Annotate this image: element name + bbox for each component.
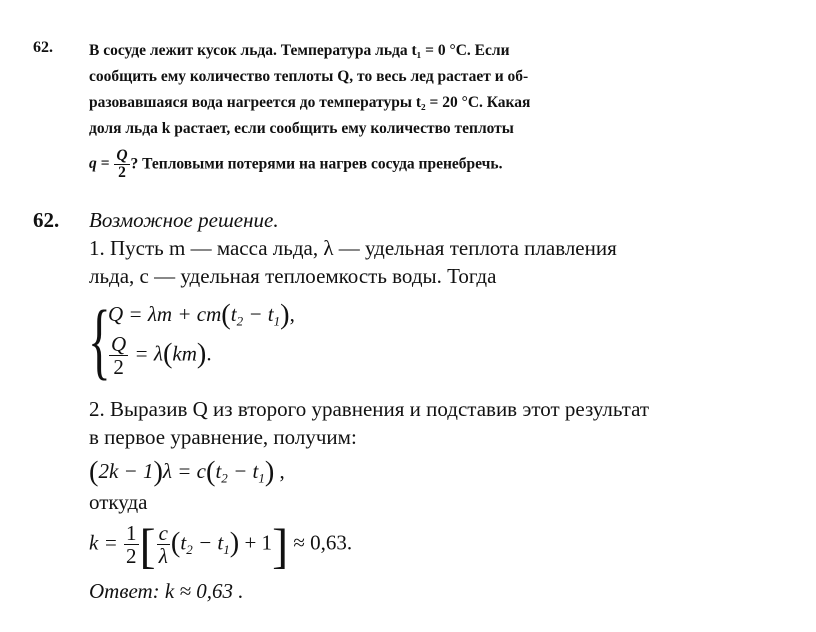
solution-number: 62.	[33, 208, 60, 232]
solution-block	[89, 206, 719, 290]
step2-block	[89, 395, 719, 486]
step1-line-2: льда, c — удельная теплоемкость воды. Тогда	[89, 264, 497, 288]
equation-2: $\frac{Q}{2}$ = λ(km).	[111, 332, 212, 380]
solution-heading: Возможное решение.	[89, 208, 279, 232]
problem-line-1: В сосуде лежит кусок льда. Температура льда t₁ = 0 °С. Если	[89, 42, 510, 59]
system-brace: {	[88, 292, 111, 388]
problem-line-2: сообщить ему количество теплоты Q, то весь лед растает и об-	[89, 68, 529, 85]
answer-value: k ≈ 0,63 .	[164, 579, 244, 603]
q-definition: q = $\frac{Q}{2}$	[89, 147, 128, 182]
equation-1: $Q = \lambda m + cm(t_2 - t_1)$,	[108, 299, 295, 331]
problem-line-3: разовавшаяся вода нагреется до температуры t₂ = 20 °С. Какая	[89, 94, 531, 111]
problem-number: 62.	[33, 39, 53, 56]
problem-line-5	[89, 148, 589, 182]
equation-3: $(2k - 1)\lambda = c(t_2 - t_1)$ ,	[89, 456, 285, 488]
result-formula	[89, 520, 719, 574]
whence-label: откуда	[89, 490, 148, 514]
step2-line-1: 2. Выразив Q из второго уравнения и подставив этот результат	[89, 397, 650, 421]
equation-system	[108, 300, 738, 378]
step2-line-2: в первое уравнение, получим:	[89, 425, 357, 449]
result-value: ≈ 0,63.	[293, 530, 353, 555]
problem-line-5-tail: ? Тепловыми потерями на нагрев сосуда пренебречь.	[130, 155, 503, 173]
answer-line	[89, 577, 719, 605]
answer-label: Ответ:	[89, 579, 160, 603]
step1-line-1: 1. Пусть m — масса льда, λ — удельная теплота плавления	[89, 236, 617, 260]
problem-line-4: доля льда k растает, если сообщить ему количество теплоты	[89, 120, 514, 137]
problem-text	[89, 38, 589, 182]
equation-k: k = $\frac{1}{2}$ [ $\frac{c}{\lambda}$ $(t_2 - t_1) + 1] \approx 0,63$.	[89, 520, 353, 574]
